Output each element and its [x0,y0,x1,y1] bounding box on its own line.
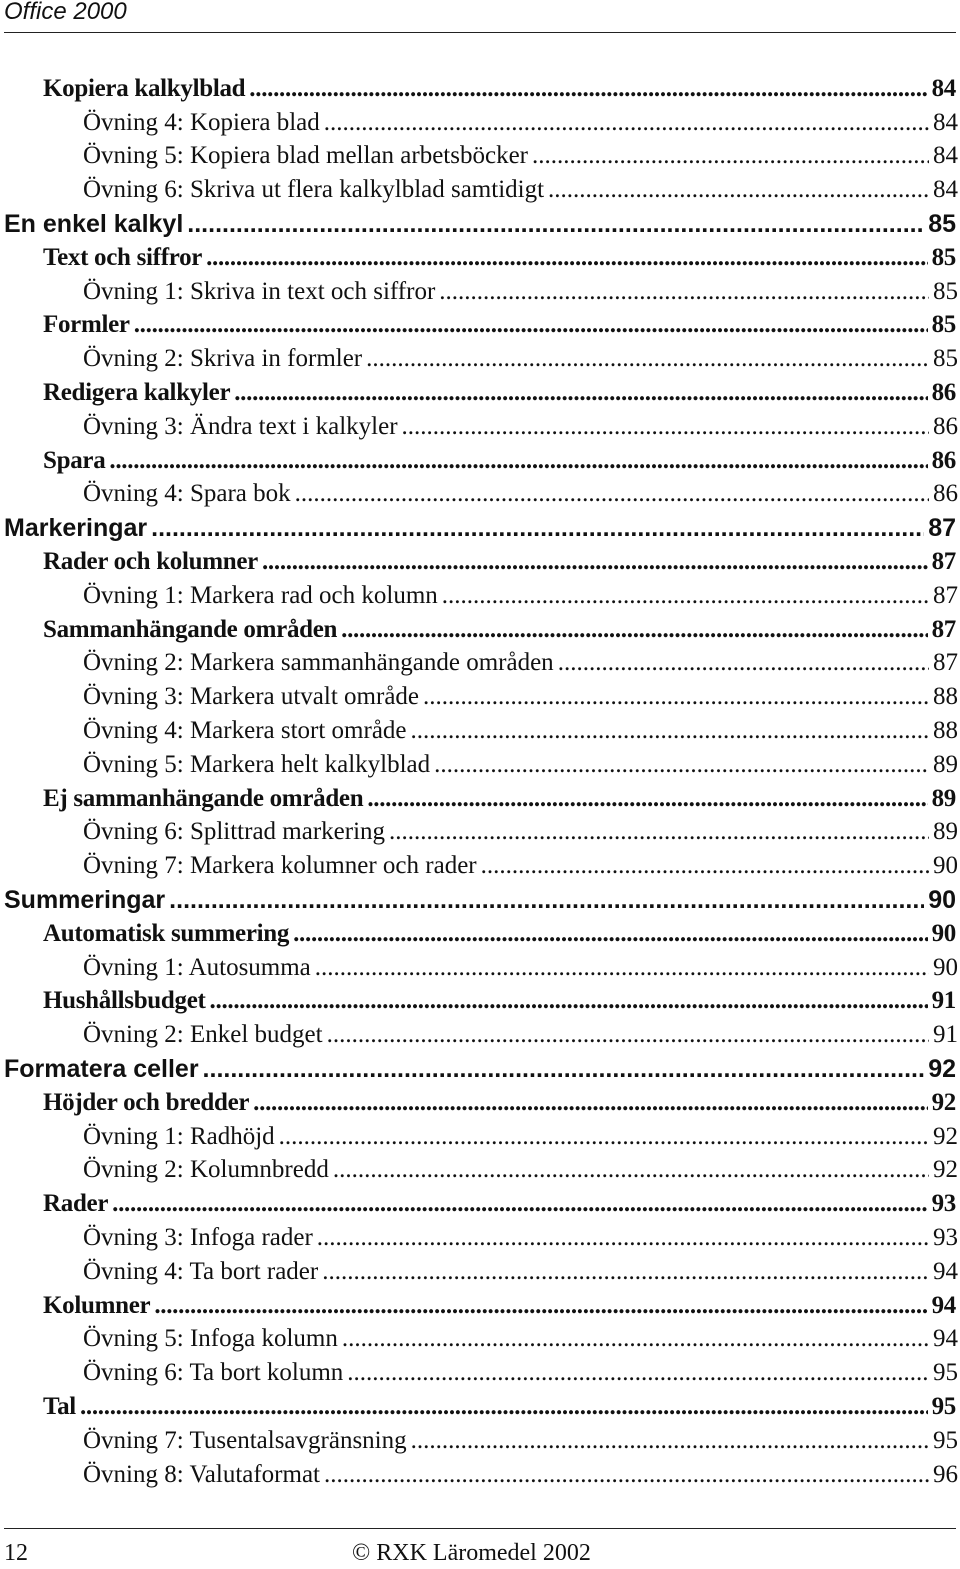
toc-exercise-entry [0,140,960,174]
toc-entry-page: 94 [931,1291,956,1319]
toc-section-entry [0,613,960,647]
toc-entry-title: Sammanhängande områden [43,615,338,643]
toc-entry-title: Kopiera kalkylblad [43,74,246,102]
toc-section-entry [0,1289,960,1323]
toc-entry-page: 94 [933,1325,958,1353]
toc-entry-page: 87 [933,581,958,609]
toc-entry-page: 96 [933,1460,958,1488]
dot-leader [322,1258,929,1286]
toc-entry-title: Övning 5: Infoga kolumn [83,1325,338,1353]
toc-section-entry [0,72,960,106]
toc-entry-title: Övning 1: Autosumma [83,953,311,981]
dot-leader [315,954,929,982]
dot-leader [367,785,927,813]
toc-entry-page: 89 [933,818,958,846]
toc-entry-title: Övning 5: Markera helt kalkylblad [83,750,431,778]
toc-entry-page: 86 [931,379,956,407]
toc-entry-title: Formler [43,311,130,339]
dot-leader [279,1123,929,1151]
dot-leader [411,1427,929,1455]
toc-entry-title: Hushållsbudget [43,987,206,1015]
toc-section-entry [0,309,960,343]
toc-chapter-entry [0,511,960,545]
dot-leader [423,683,929,711]
dot-leader [366,345,929,373]
toc-entry-page: 92 [933,1156,958,1184]
toc-section-entry [0,1086,960,1120]
toc-entry-title: Automatisk summering [43,919,290,947]
toc-entry-page: 88 [933,717,958,745]
dot-leader [558,649,929,677]
toc-entry-title: Rader och kolumner [43,548,258,576]
dot-leader [206,244,928,272]
toc-entry-page: 87 [931,548,956,576]
toc-exercise-entry [0,748,960,782]
toc-entry-title: Övning 7: Markera kolumner och rader [83,852,477,880]
dot-leader [342,1325,929,1353]
table-of-contents [0,72,960,1491]
toc-entry-page: 85 [933,277,958,305]
toc-entry-title: Övning 3: Markera utvalt område [83,683,420,711]
footer-page-number: 12 [4,1540,28,1566]
toc-entry-title: Övning 2: Enkel budget [83,1021,323,1049]
toc-entry-title: Övning 6: Ta bort kolumn [83,1359,344,1387]
toc-entry-title: Formatera celler [4,1054,199,1083]
toc-entry-page: 92 [933,1122,958,1150]
toc-entry-page: 89 [931,784,956,812]
dot-leader [333,1156,929,1184]
toc-entry-page: 84 [933,176,958,204]
toc-exercise-entry [0,1221,960,1255]
dot-leader [481,852,929,880]
toc-exercise-entry [0,1154,960,1188]
toc-entry-title: Tal [43,1392,76,1420]
dot-leader [253,1089,927,1117]
toc-entry-title: Övning 7: Tusentalsavgränsning [83,1426,407,1454]
toc-section-entry [0,545,960,579]
dot-leader [324,109,929,137]
toc-entry-title: Övning 5: Kopiera blad mellan arbetsböcker [83,142,528,170]
toc-exercise-entry [0,1458,960,1492]
toc-entry-title: Övning 3: Infoga rader [83,1223,313,1251]
toc-entry-page: 90 [928,885,956,914]
toc-exercise-entry [0,1322,960,1356]
footer-rule [4,1528,956,1529]
dot-leader [249,75,927,103]
dot-leader [389,818,929,846]
toc-entry-page: 90 [933,852,958,880]
dot-leader [347,1359,929,1387]
toc-entry-title: En enkel kalkyl [4,209,184,238]
toc-entry-page: 91 [933,1021,958,1049]
toc-entry-title: Kolumner [43,1291,151,1319]
dot-leader [134,311,928,339]
toc-entry-title: Övning 4: Kopiera blad [83,108,320,136]
toc-exercise-entry [0,106,960,140]
toc-entry-page: 95 [931,1392,956,1420]
toc-entry-page: 87 [933,649,958,677]
toc-exercise-entry [0,816,960,850]
dot-leader [317,1224,929,1252]
toc-entry-page: 85 [931,243,956,271]
toc-entry-page: 93 [933,1223,958,1251]
toc-section-entry [0,985,960,1019]
dot-leader [402,413,929,441]
toc-entry-title: Övning 4: Spara bok [83,480,291,508]
toc-entry-page: 88 [933,683,958,711]
toc-entry-title: Övning 2: Skriva in formler [83,345,363,373]
dot-leader [293,920,928,948]
footer-copyright: © RXK Läromedel 2002 [352,1540,591,1566]
toc-entry-title: Övning 3: Ändra text i kalkyler [83,412,398,440]
toc-entry-page: 86 [933,412,958,440]
toc-entry-title: Övning 1: Markera rad och kolumn [83,581,438,609]
toc-section-entry [0,444,960,478]
dot-leader [112,1190,927,1218]
dot-leader [442,582,929,610]
toc-exercise-entry [0,849,960,883]
dot-leader [532,142,929,170]
toc-section-entry [0,1187,960,1221]
toc-entry-page: 91 [931,987,956,1015]
dot-leader [234,379,927,407]
toc-exercise-entry [0,1356,960,1390]
toc-entry-title: Summeringar [4,885,166,914]
toc-exercise-entry [0,579,960,613]
dot-leader [210,987,928,1015]
toc-entry-page: 87 [928,513,956,542]
toc-entry-page: 86 [933,480,958,508]
toc-exercise-entry [0,342,960,376]
toc-exercise-entry [0,1255,960,1289]
toc-entry-page: 86 [931,446,956,474]
toc-entry-page: 92 [928,1054,956,1083]
toc-exercise-entry [0,478,960,512]
toc-entry-page: 90 [933,953,958,981]
dot-leader [341,616,927,644]
dot-leader [439,278,929,306]
dot-leader [169,886,924,915]
toc-exercise-entry [0,714,960,748]
toc-entry-page: 92 [931,1088,956,1116]
dot-leader [324,1461,929,1489]
toc-exercise-entry [0,1018,960,1052]
dot-leader [154,1292,927,1320]
toc-exercise-entry [0,275,960,309]
toc-chapter-entry [0,883,960,917]
dot-leader [434,751,929,779]
toc-entry-title: Övning 8: Valutaformat [83,1460,320,1488]
toc-section-entry [0,782,960,816]
toc-entry-page: 89 [933,750,958,778]
toc-entry-title: Text och siffror [43,243,203,271]
toc-entry-page: 95 [933,1359,958,1387]
toc-entry-page: 84 [933,108,958,136]
toc-entry-page: 84 [931,74,956,102]
toc-entry-page: 93 [931,1190,956,1218]
dot-leader [295,480,929,508]
toc-entry-title: Övning 4: Ta bort rader [83,1257,319,1285]
dot-leader [109,447,927,475]
toc-exercise-entry [0,173,960,207]
toc-entry-title: Rader [43,1190,109,1218]
running-header-title: Office 2000 [4,0,127,25]
toc-entry-title: Ej sammanhängande områden [43,784,364,812]
toc-entry-title: Övning 6: Splittrad markering [83,818,386,846]
toc-entry-title: Spara [43,446,106,474]
toc-chapter-entry [0,1052,960,1086]
toc-entry-page: 85 [933,345,958,373]
toc-entry-title: Redigera kalkyler [43,379,231,407]
toc-exercise-entry [0,1424,960,1458]
toc-entry-page: 85 [931,311,956,339]
dot-leader [548,176,929,204]
toc-exercise-entry [0,410,960,444]
toc-entry-page: 95 [933,1426,958,1454]
dot-leader [80,1393,928,1421]
toc-entry-title: Övning 6: Skriva ut flera kalkylblad samtidigt [83,176,545,204]
toc-entry-title: Övning 4: Markera stort område [83,717,407,745]
dot-leader [262,548,928,576]
dot-leader [203,1055,925,1084]
toc-entry-page: 85 [928,209,956,238]
toc-entry-page: 84 [933,142,958,170]
toc-section-entry [0,376,960,410]
toc-entry-title: Övning 1: Skriva in text och siffror [83,277,436,305]
toc-section-entry [0,1390,960,1424]
toc-entry-title: Övning 1: Radhöjd [83,1122,275,1150]
dot-leader [187,210,924,239]
toc-chapter-entry [0,207,960,241]
toc-exercise-entry [0,647,960,681]
toc-entry-title: Markeringar [4,513,148,542]
dot-leader [327,1021,929,1049]
toc-entry-title: Övning 2: Kolumnbredd [83,1156,329,1184]
toc-entry-title: Höjder och bredder [43,1088,250,1116]
dot-leader [411,717,929,745]
toc-entry-page: 87 [931,615,956,643]
header-rule [4,32,956,33]
toc-section-entry [0,241,960,275]
toc-entry-title: Övning 2: Markera sammanhängande områden [83,649,554,677]
toc-entry-page: 94 [933,1257,958,1285]
toc-exercise-entry [0,1120,960,1154]
toc-section-entry [0,917,960,951]
toc-exercise-entry [0,951,960,985]
toc-exercise-entry [0,680,960,714]
toc-entry-page: 90 [931,919,956,947]
dot-leader [151,514,924,543]
